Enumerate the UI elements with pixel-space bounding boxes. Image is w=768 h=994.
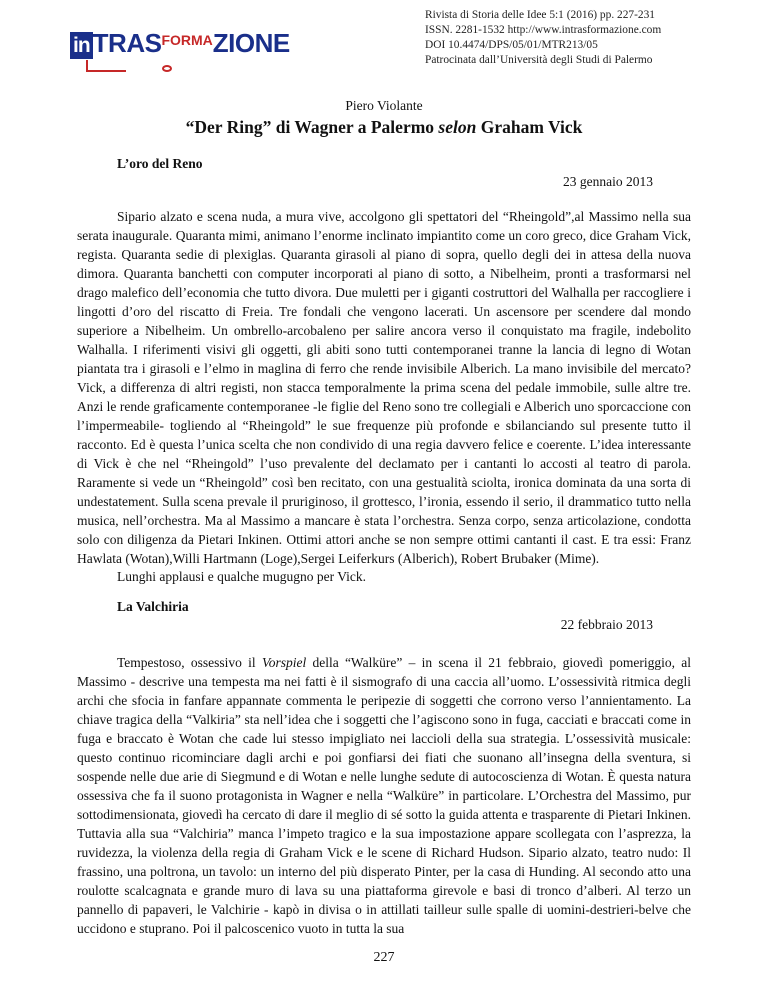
article-title	[0, 117, 768, 138]
logo-part-zione: ZIONE	[212, 28, 290, 58]
section1-heading: L’oro del Reno	[117, 156, 203, 171]
section1-date: 23 gennaio 2013	[563, 174, 653, 189]
article-author: Piero Violante	[345, 98, 423, 113]
section2-text-start: Tempestoso, ossessivo il	[117, 655, 262, 670]
header-issn-line: ISSN. 2281-1532 http://www.intrasformazione.com	[425, 24, 662, 36]
header-patronage-line: Patrocinata dall’Università degli Studi di Palermo	[425, 54, 653, 66]
logo-part-in: in	[70, 32, 93, 59]
logo-decoration-bar	[86, 70, 126, 72]
section1-paragraph: Sipario alzato e scena nuda, a mura vive, accolgono gli spettatori del “Rheingold”,al Massimo nella sua serata inaugurale. Quaranta mimi, animano l’enorme inclinato impiantito come un coro greco, dice Graham Vick, regista. Quaranta sedie di plexiglas. Quaranta girasoli al piano di sopra, quello degli dei in attesa della nuova dimora. Quaranta banchetti con computer incorporati al piano di sotto, a Nibelheim, pronti a trasformarsi nel drago malefico dell’economia che tutto divora. Due muletti per i giganti costruttori del Walhalla per raccogliere i lingotti d’oro del riscatto di Freia. Tre fondali che vengono lacerati. Un ascensore per scendere dal mondo superiore a Nibelheim. Un ombrello-arcobaleno per salire ancora verso il conquistato ma fragile, indebolito Walhalla. I riferimenti visivi gli oggetti, gli abiti sono tutti contemporanei tranne la lancia di legno di Wotan piantata tra i girasoli e l’elmo in maglina di ferro che rende invisibile Alberich. La mano invisibile del mercato? Vick, a differenza di altri registi, non stacca temporalmente la prima scena del pedale immobile, sulle altre tre. Anzi le rende graficamente contemporanee -le figlie del Reno sono tre collegiali e Alberich uno sporcaccione con l’impermeabile- togliendo al “Rheingold” le sue frequenze più profonde e sbilanciando sul presente tutto il racconto. Ed è questa l’unica scelta che non condivido di una regia davvero felice e coerente. L’idea interessante di Vick è che nel “Rheingold” l’uso prevalente del declamato per i cantanti lo accosti al teatro di parola. Raramente si vede un “Rheingold” così ben recitato, con una gestualità sciolta, ironica dominata da una sorta di undestatement. Sulla scena prevale il pruriginoso, il grottesco, l’ironia, essendo il serio, il drammatico tutto nella musica, nell’orchestra. Ma al Massimo a mancare è stata l’orchestra. Senza corpo, senza articolazione, condotta solo con diligenza da Pietari Inkinen. Ottimi attori anche se non sempre ottimi cantanti il cast. E tra essi: Franz Hawlata (Wotan),Willi Hartmann (Loge),Sergei Leiferkurs (Alberich), Robert Brubaker (Mime).	[77, 209, 691, 566]
header-journal-line: Rivista di Storia delle Idee 5:1 (2016) pp. 227-231	[425, 9, 655, 21]
logo-part-forma: FORMA	[161, 32, 213, 48]
logo-wordmark	[70, 28, 290, 59]
section2-paragraph	[77, 653, 691, 938]
page-number: 227	[373, 950, 395, 965]
section2-vorspiel: Vorspiel	[261, 655, 307, 670]
logo-part-tras: TRAS	[92, 28, 162, 58]
section2-date: 22 febbraio 2013	[560, 617, 653, 632]
journal-logo	[70, 28, 306, 72]
title-rest: Graham Vick	[476, 117, 583, 137]
journal-header	[425, 8, 661, 68]
section1-closing: Lunghi applausi e qualche mugugno per Vick.	[117, 569, 367, 584]
section2-heading: La Valchiria	[117, 599, 189, 614]
logo-decoration-ring	[162, 65, 172, 72]
title-main: “Der Ring” di Wagner a Palermo	[185, 117, 439, 137]
section2-text-rest: della “Walküre” – in scena il 21 febbraio, giovedì pomeriggio, al Massimo - descrive una tempesta ma nei fatti è il sismografo di una caccia all’uomo. L’ossessività ritmica degli archi che sfocia in fanfare appannate commenta le peripezie di soggetti che corrono verso l’annientamento. La chiave tragica della “Valkiria” sta nell’idea che i soggetti che l’agiscono sono in fuga, cacciati e braccati come in fuga e braccato è Wotan che cade lui stesso impigliato nei laccioli della sua strategia. L’ossessività musicale: questo continuo ricominciare dagli archi e poi gonfiarsi dei fiati che suonano all’insegna della sventura, si sospende nelle due arie di Siegmund e di Wotan e nelle lunghe sedute di autocoscienza di Wotan. È questa natura ossessiva che fa il suono protagonista in Wagner e nella “Walküre” in particolare. L’Orchestra del Massimo, pur sottodimensionata, giovedì ha cercato di dare il meglio di sé sotto la guida attenta e trasparente di Pietari Inkinen. Tuttavia alla sua “Valchiria” manca l’impeto tragico e la sua impostazione appare scollegata con l’asprezza, la ruvidezza, la violenza della regia di Graham Vick e le scene di Richard Hudson. Sipario alzato, teatro nudo: Il frassino, una poltrona, un tavolo: un interno del più disperato Pinter, per la casa di Hunding. Al secondo atto una roulotte scalcagnata e grande muro di lava su una piattaforma girevole e basi di tronco d’alberi. Al terzo un pannello di papaveri, le Valchirie - kapò in divisa o in attillati tailleur sulle spalle di uomini-destrieri-belve che uccidono e stuprano. Poi il palcoscenico vuoto in tutta la sua	[77, 655, 691, 936]
header-doi-line: DOI 10.4474/DPS/05/01/MTR213/05	[425, 39, 598, 51]
title-selon: selon	[438, 117, 477, 137]
